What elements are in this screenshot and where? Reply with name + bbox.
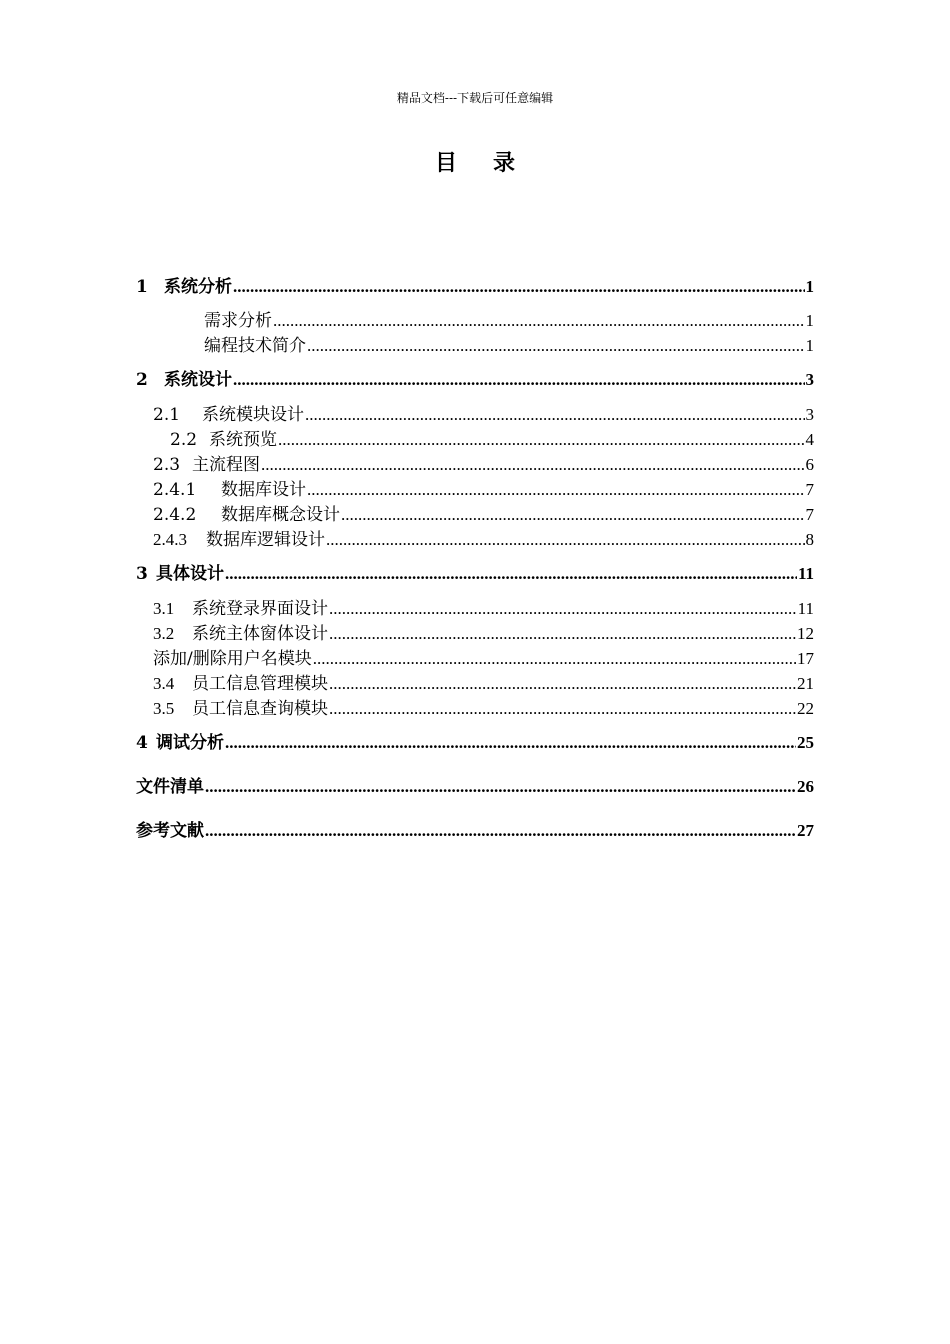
toc-entry-number: 1 (136, 277, 148, 297)
toc-leader (329, 597, 797, 621)
toc-entry-page: 1 (805, 336, 814, 355)
toc-entry-title: 添加/删除用户名模块 (153, 649, 312, 669)
toc-leader (233, 368, 805, 392)
toc-entry-3-4[interactable] (153, 672, 814, 696)
toc-entry-2[interactable] (136, 368, 814, 392)
toc-entry-title: 系统主体窗体设计 (192, 624, 328, 644)
toc-entry-title: 需求分析 (204, 311, 272, 331)
page-header: 精品文档---下载后可任意编辑 (396, 91, 554, 105)
toc-entry-page: 3 (805, 405, 814, 424)
toc-entry-page: 17 (797, 649, 814, 668)
toc-entry-number: 2.4.1 (153, 480, 197, 500)
toc-entry-page: 12 (797, 624, 814, 643)
toc-leader (313, 647, 796, 671)
toc-entry-number: 3.2 (153, 624, 175, 643)
toc-entry-references[interactable] (136, 819, 814, 843)
toc-entry-3-3[interactable] (153, 647, 814, 671)
toc-entry-2-4-3[interactable] (153, 528, 814, 552)
toc-entry-number: 2.4.3 (153, 530, 187, 549)
toc-entry-number: 3 (136, 564, 148, 584)
toc-entry-1-1[interactable] (204, 309, 814, 333)
toc-leader (278, 428, 805, 452)
toc-leader (329, 697, 796, 721)
toc-entry-title: 员工信息查询模块 (192, 699, 328, 719)
toc-entry-title: 参考文献 (136, 821, 204, 841)
toc-leader (225, 731, 796, 755)
toc-entry-2-4-1[interactable] (153, 478, 814, 502)
toc-leader (233, 275, 805, 299)
toc-entry-title: 数据库逻辑设计 (206, 530, 325, 550)
toc-entry-file-list[interactable] (136, 775, 814, 799)
toc-leader (205, 819, 796, 843)
toc-entry-2-1[interactable] (153, 403, 814, 427)
toc-entry-2-3[interactable] (153, 453, 814, 477)
toc-entry-title: 数据库概念设计 (221, 505, 340, 525)
toc-entry-title: 系统设计 (164, 370, 232, 390)
toc-entry-page: 8 (805, 530, 814, 549)
toc-entry-page: 7 (805, 505, 814, 524)
toc-entry-2-4-2[interactable] (153, 503, 814, 527)
toc-entry-number: 2.2 (170, 430, 198, 450)
toc-entry-title: 系统模块设计 (202, 405, 304, 425)
toc-entry-number: 3.4 (153, 674, 175, 693)
toc-entry-number: 4 (136, 733, 148, 753)
toc-entry-title: 编程技术简介 (204, 336, 306, 356)
toc-leader (326, 528, 805, 552)
toc-entry-number: 2.4.2 (153, 505, 197, 525)
toc-entry-1-2[interactable] (204, 334, 814, 358)
toc-entry-page: 11 (797, 599, 814, 618)
toc-leader (273, 309, 805, 333)
toc-entry-title: 系统分析 (164, 277, 232, 297)
toc-entry-3[interactable] (136, 562, 814, 586)
toc-entry-number: 2.3 (153, 455, 181, 475)
toc-entry-page: 11 (797, 564, 814, 583)
toc-entry-title: 系统登录界面设计 (192, 599, 328, 619)
toc-entry-3-5[interactable] (153, 697, 814, 721)
toc-leader (307, 334, 805, 358)
toc-leader (305, 403, 805, 427)
toc-entry-1[interactable] (136, 275, 814, 299)
page-title: 目录 (434, 150, 551, 176)
toc-entry-page: 26 (797, 777, 814, 796)
toc-entry-title: 具体设计 (156, 564, 224, 584)
toc-entry-4[interactable] (136, 731, 814, 755)
toc-leader (341, 503, 805, 527)
toc-entry-page: 25 (797, 733, 814, 752)
toc-entry-page: 27 (797, 821, 814, 840)
toc-entry-page: 1 (805, 311, 814, 330)
toc-leader (329, 672, 796, 696)
toc-entry-page: 1 (805, 277, 814, 296)
toc-entry-page: 21 (797, 674, 814, 693)
toc-entry-page: 3 (805, 370, 814, 389)
toc-entry-title: 员工信息管理模块 (192, 674, 328, 694)
toc-leader (261, 453, 805, 477)
toc-leader (225, 562, 797, 586)
toc-entry-2-2[interactable] (170, 428, 814, 452)
toc-leader (307, 478, 805, 502)
toc-leader (205, 775, 796, 799)
toc-entry-title: 数据库设计 (221, 480, 306, 500)
toc-entry-page: 22 (797, 699, 814, 718)
toc-entry-number: 2.1 (153, 405, 181, 425)
toc-entry-page: 4 (805, 430, 814, 449)
toc-entry-title: 主流程图 (192, 455, 260, 475)
toc-entry-number: 3.1 (153, 599, 175, 618)
toc-entry-title: 调试分析 (156, 733, 224, 753)
toc-leader (329, 622, 796, 646)
toc-entry-title: 文件清单 (136, 777, 204, 797)
toc-entry-title: 系统预览 (209, 430, 277, 450)
toc-entry-3-1[interactable] (153, 597, 814, 621)
toc-entry-number: 3.5 (153, 699, 175, 718)
toc-entry-page: 6 (805, 455, 814, 474)
toc-entry-3-2[interactable] (153, 622, 814, 646)
toc-entry-page: 7 (805, 480, 814, 499)
toc-entry-number: 2 (136, 370, 148, 390)
